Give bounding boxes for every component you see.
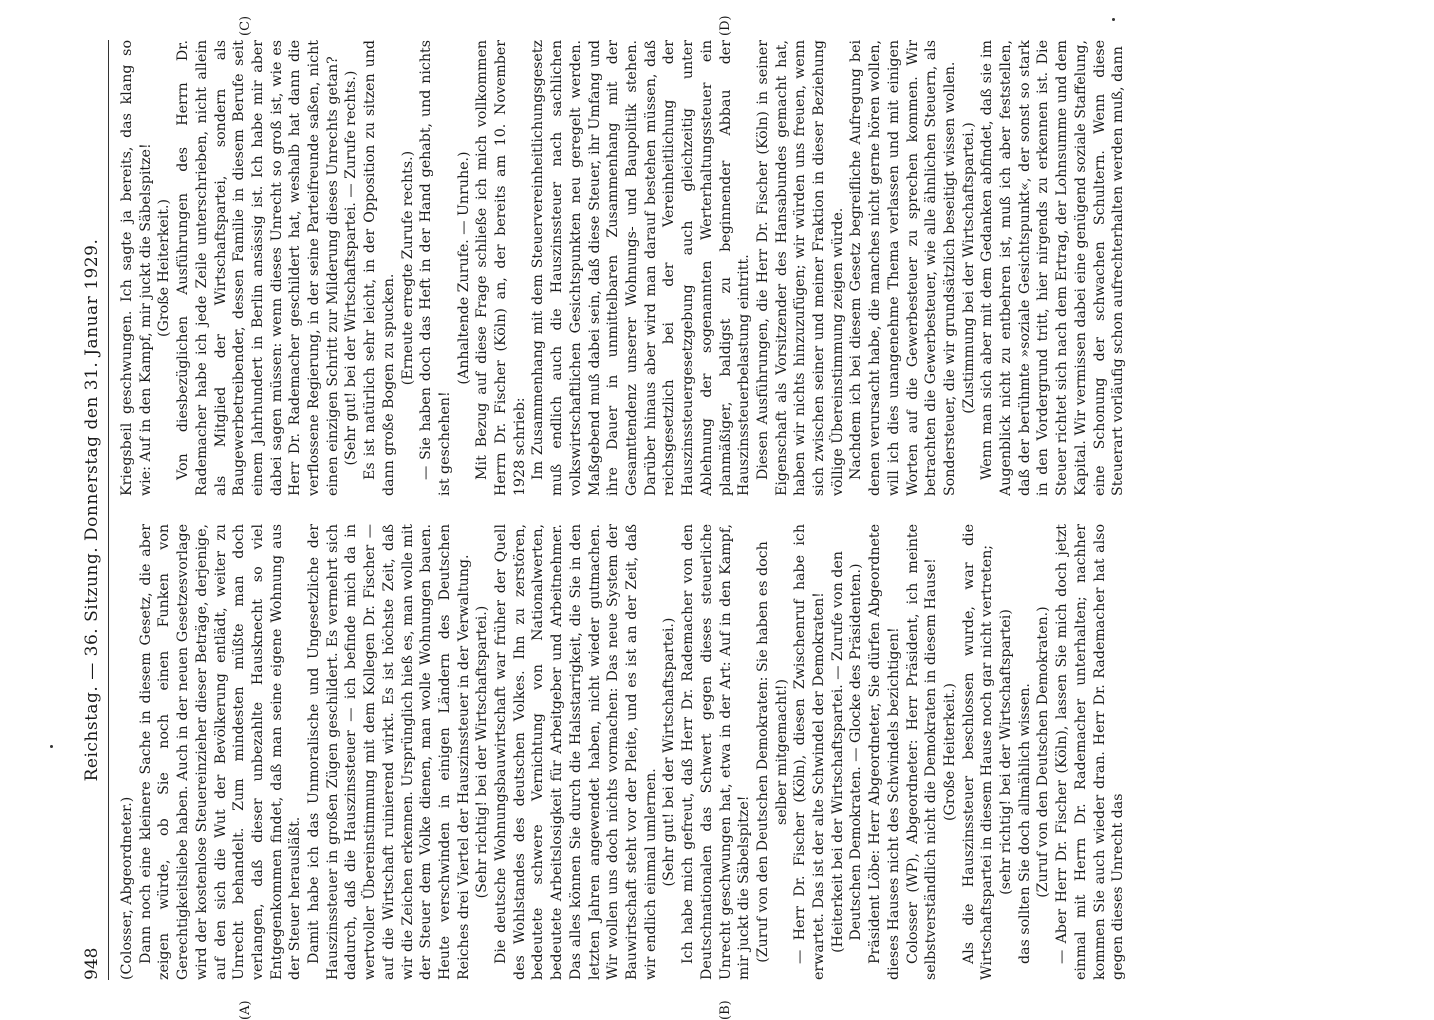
paragraph: (Colosser, Abgeordneter.) [119, 796, 135, 980]
paragraph: (Erneute erregte Zurufe rechts.) [399, 150, 416, 386]
paragraph: Dann noch eine kleinere Sache in diesem Gesetz, die aber zeigen würde, ob Sie noch einen Funken von Gerechtigkeitsliebe haben. Auch in der neuen Gesetzesvorlage wird der kostenlose Steuereinzieher dieser Beträge, derjenige, auf den sich die Wut der Bevölkerung entlädt, weiter zu Unrecht behandelt. Zum mindesten müßte man doch verlangen, daß dieser unbezahlte Hausknecht so viel Entgegenkommen findet, daß man seine eigene Wohnung aus der Steuer herausläßt. [137, 524, 304, 980]
paragraph: — Aber Herr Dr. Fischer (Köln), lassen Sie mich doch jetzt einmal mit Herrn Dr. Rademacher unterhalten; nachher kommen Sie auch wieder dran. Herr Dr. Rademacher hat also gegen dieses Unrecht das [1054, 524, 1127, 980]
paragraph: (Sehr richtig! bei der Wirtschaftspartei.) [474, 605, 491, 899]
digitization-credit [1411, 8, 1429, 988]
paragraph: (sehr richtig! bei der Wirtschaftspartei) [998, 609, 1015, 895]
paragraph: Nachdem ich bei diesem Gesetz begreifliche Aufregung bei denen verursacht habe, die manches nicht gerne hören wollen, will ich dies unangenehme Thema verlassen und mit einigen Worten auf die Gewerbesteuer zu sprechen kommen. Wir betrachten die Gewerbesteuer, wie alle ähnlichen Steuern, als Sondersteuer, die wir grundsätzlich beseitigt wissen wollen. [848, 40, 958, 496]
margin-marker-d: (D) [718, 15, 733, 36]
paragraph: Colosser (WP), Abgeordneter: Herr Präsident, ich meinte selbstverständlich nicht die Demokraten in diesem Hause! [904, 524, 940, 980]
paragraph: das sollten Sie doch allmählich wissen. [1016, 683, 1033, 964]
paragraph: (Große Heiterkeit.) [941, 682, 958, 822]
scanned-page [78, 15, 1308, 1020]
paragraph: (Sehr gut! bei der Wirtschaftspartei. — Zurufe rechts.) [343, 70, 360, 466]
right-column [118, 40, 1298, 496]
margin-marker-c: (C) [238, 15, 253, 36]
paragraph: Präsident Löbe: Herr Abgeordneter, Sie dürfen Abgeordnete dieses Hauses nicht des Schwindels bezichtigen! [867, 524, 902, 980]
paragraph: (Heiterkeit bei der Wirtschaftspartei. — Zurufe von den Deutschen Demokraten. — Glocke des Präsidenten.) [829, 551, 865, 953]
left-column [118, 524, 1298, 980]
paragraph: — Herr Dr. Fischer (Köln), diesen Zwischenruf habe ich erwartet. Das ist der alte Schwindel der Demokraten! [792, 524, 828, 980]
paragraph: Die deutsche Wohnungsbauwirtschaft war früher der Quell des Wohlstandes des deutschen Volkes. Ihn zu zerstören, bedeutete schwere Vernichtung von Nationalwerten, bedeutete Arbeitslosigkeit für Arbeitgeber und Arbeitnehmer. Das alles können Sie durch die Halsstarrigkeit, die Sie in den letzten Jahren angewendet haben, nicht wieder gutmachen. Wir wollen uns doch nichts vormachen: Das neue System der Bauwirtschaft steht vor der Pleite, und es ist an der Zeit, daß wir endlich einmal umlernen. [493, 524, 659, 980]
paragraph: (Große Heiterkeit.) [156, 198, 173, 338]
paragraph: Damit habe ich das Unmoralische und Ungesetzliche der Hauszinssteuer in großen Zügen geschildert. Es vermehrt sich dadurch, daß die Hauszinssteuer — ich befinde mich da in wertvoller Übereinstimmung mit dem Kollegen Dr. Fischer — auf die Wirtschaft ruinierend wirkt. Es ist höchste Zeit, daß wir die Zeichen erkennen. Ursprünglich hieß es, man wolle mit der Steuer dem Volke dienen, man wolle Wohnungen bauen. Heute verschwinden in einigen Ländern des Deutschen Reiches drei Viertel der Hauszinssteuer in der Verwaltung. [306, 524, 472, 980]
paragraph: (Zuruf von den Deutschen Demokraten: Sie haben es doch selber mitgemacht!) [754, 541, 790, 963]
paragraph: Wenn man sich aber mit dem Gedanken abfindet, daß sie im Augenblick nicht zu entbehren ist, muß ich aber feststellen, daß der berühmte »soziale Gesichtspunkt«, der sonst so stark in den Vordergrund tritt, hier nirgends zu erkennen ist. Die Steuer richtet sich nach dem Ertrag, der Lohnsumme und dem Kapital. Wir vermissen dabei eine genügend soziale Staffelung, eine Schonung der schwachen Schultern. Wenn diese Steuerart vorläufig schon aufrechterhalten werden muß, dann [979, 40, 1127, 496]
page-number: 948 [82, 947, 102, 980]
scan-speck [50, 745, 53, 748]
running-title: Reichstag. — 36. Sitzung. Donnerstag den 31. Januar 1929. [82, 238, 102, 782]
paragraph: Im Zusammenhang mit dem Steuervereinheitlichungsgesetz muß endlich auch die Hauszinssteuer nach sachlichen volkswirtschaftlichen Gesichtspunkten neu geregelt werden. Maßgebend muß dabei sein, daß diese Steuer, ihr Umfang und ihre Dauer in unmittelbaren Zusammenhang mit der Gesamttendenz unserer Wohnungs- und Baupolitik stehen. Darüber hinaus aber wird man darauf bestehen müssen, daß reichsgesetzlich bei der Vereinheitlichung der Hauszinssteuergesetzgebung auch gleichzeitig unter Ablehnung der sogenannten Werterhaltungssteuer ein planmäßiger, baldigst zu beginnender Abbau der Hauszinssteuerbelastung eintritt. [530, 40, 753, 496]
paragraph: Als die Hauszinssteuer beschlossen wurde, war die Wirtschaftspartei in diesem Hause noch gar nicht vertreten; [960, 524, 996, 980]
paragraph: (Anhaltende Zurufe. — Unruhe.) [455, 151, 472, 385]
paragraph: Von diesbezüglichen Ausführungen des Herrn Dr. Rademacher habe ich jede Zeile unterschrieben, nicht allein als Mitglied der Wirtschaftspartei, sondern als Baugewerbetreibender, dessen Familie in diesem Berufe seit einem Jahrhundert in Berlin ansässig ist. Ich habe mir aber dabei sagen müssen: wenn dieses Unrecht so groß ist, wie es Herr Dr. Rademacher geschildert hat, weshalb hat dann die verflossene Regierung, in der seine Parteifreunde saßen, nicht einen einzigen Schritt zur Milderung dieses Unrechts getan? [175, 40, 341, 496]
paragraph: (Zustimmung bei der Wirtschaftspartei.) [960, 122, 977, 414]
paragraph: Diesen Ausführungen, die Herr Dr. Fischer (Köln) in seiner Eigenschaft als Vorsitzender des Hansabundes gemacht hat, haben wir nichts hinzuzufügen; wir würden uns freuen, wenn sich zwischen seiner und meiner Fraktion in dieser Beziehung völlige Übereinstimmung zeigen würde. [754, 40, 846, 496]
paragraph: Ich habe mich gefreut, daß Herr Dr. Rademacher von den Deutschnationalen das Schwert gegen dieses steuerliche Unrecht geschwungen hat, etwa in der Art: Auf in den Kampf, mir juckt die Säbelspitze! [680, 524, 753, 980]
paragraph: — Sie haben doch das Heft in der Hand gehabt, und nichts ist geschehen! [418, 40, 453, 496]
paragraph: Mit Bezug auf diese Frage schließe ich mich vollkommen Herrn Dr. Fischer (Köln) an, der bereits am 10. November 1928 schrieb: [474, 40, 528, 496]
paragraph: (Zuruf von den Deutschen Demokraten.) [1035, 606, 1052, 898]
scan-speck [1112, 18, 1115, 21]
paragraph: (Sehr gut! bei der Wirtschaftspartei.) [661, 617, 678, 887]
running-header [78, 40, 109, 980]
margin-marker-b: (B) [718, 1000, 733, 1020]
page-content [78, 15, 1308, 1020]
margin-marker-a: (A) [238, 1000, 253, 1020]
paragraph: Kriegsbeil geschwungen. Ich sagte ja bereits, das klang so wie: Auf in den Kampf, mir juckt die Säbelspitze! [119, 40, 154, 496]
paragraph: Es ist natürlich sehr leicht, in der Opposition zu sitzen und dann große Bogen zu spucken. [362, 40, 397, 496]
